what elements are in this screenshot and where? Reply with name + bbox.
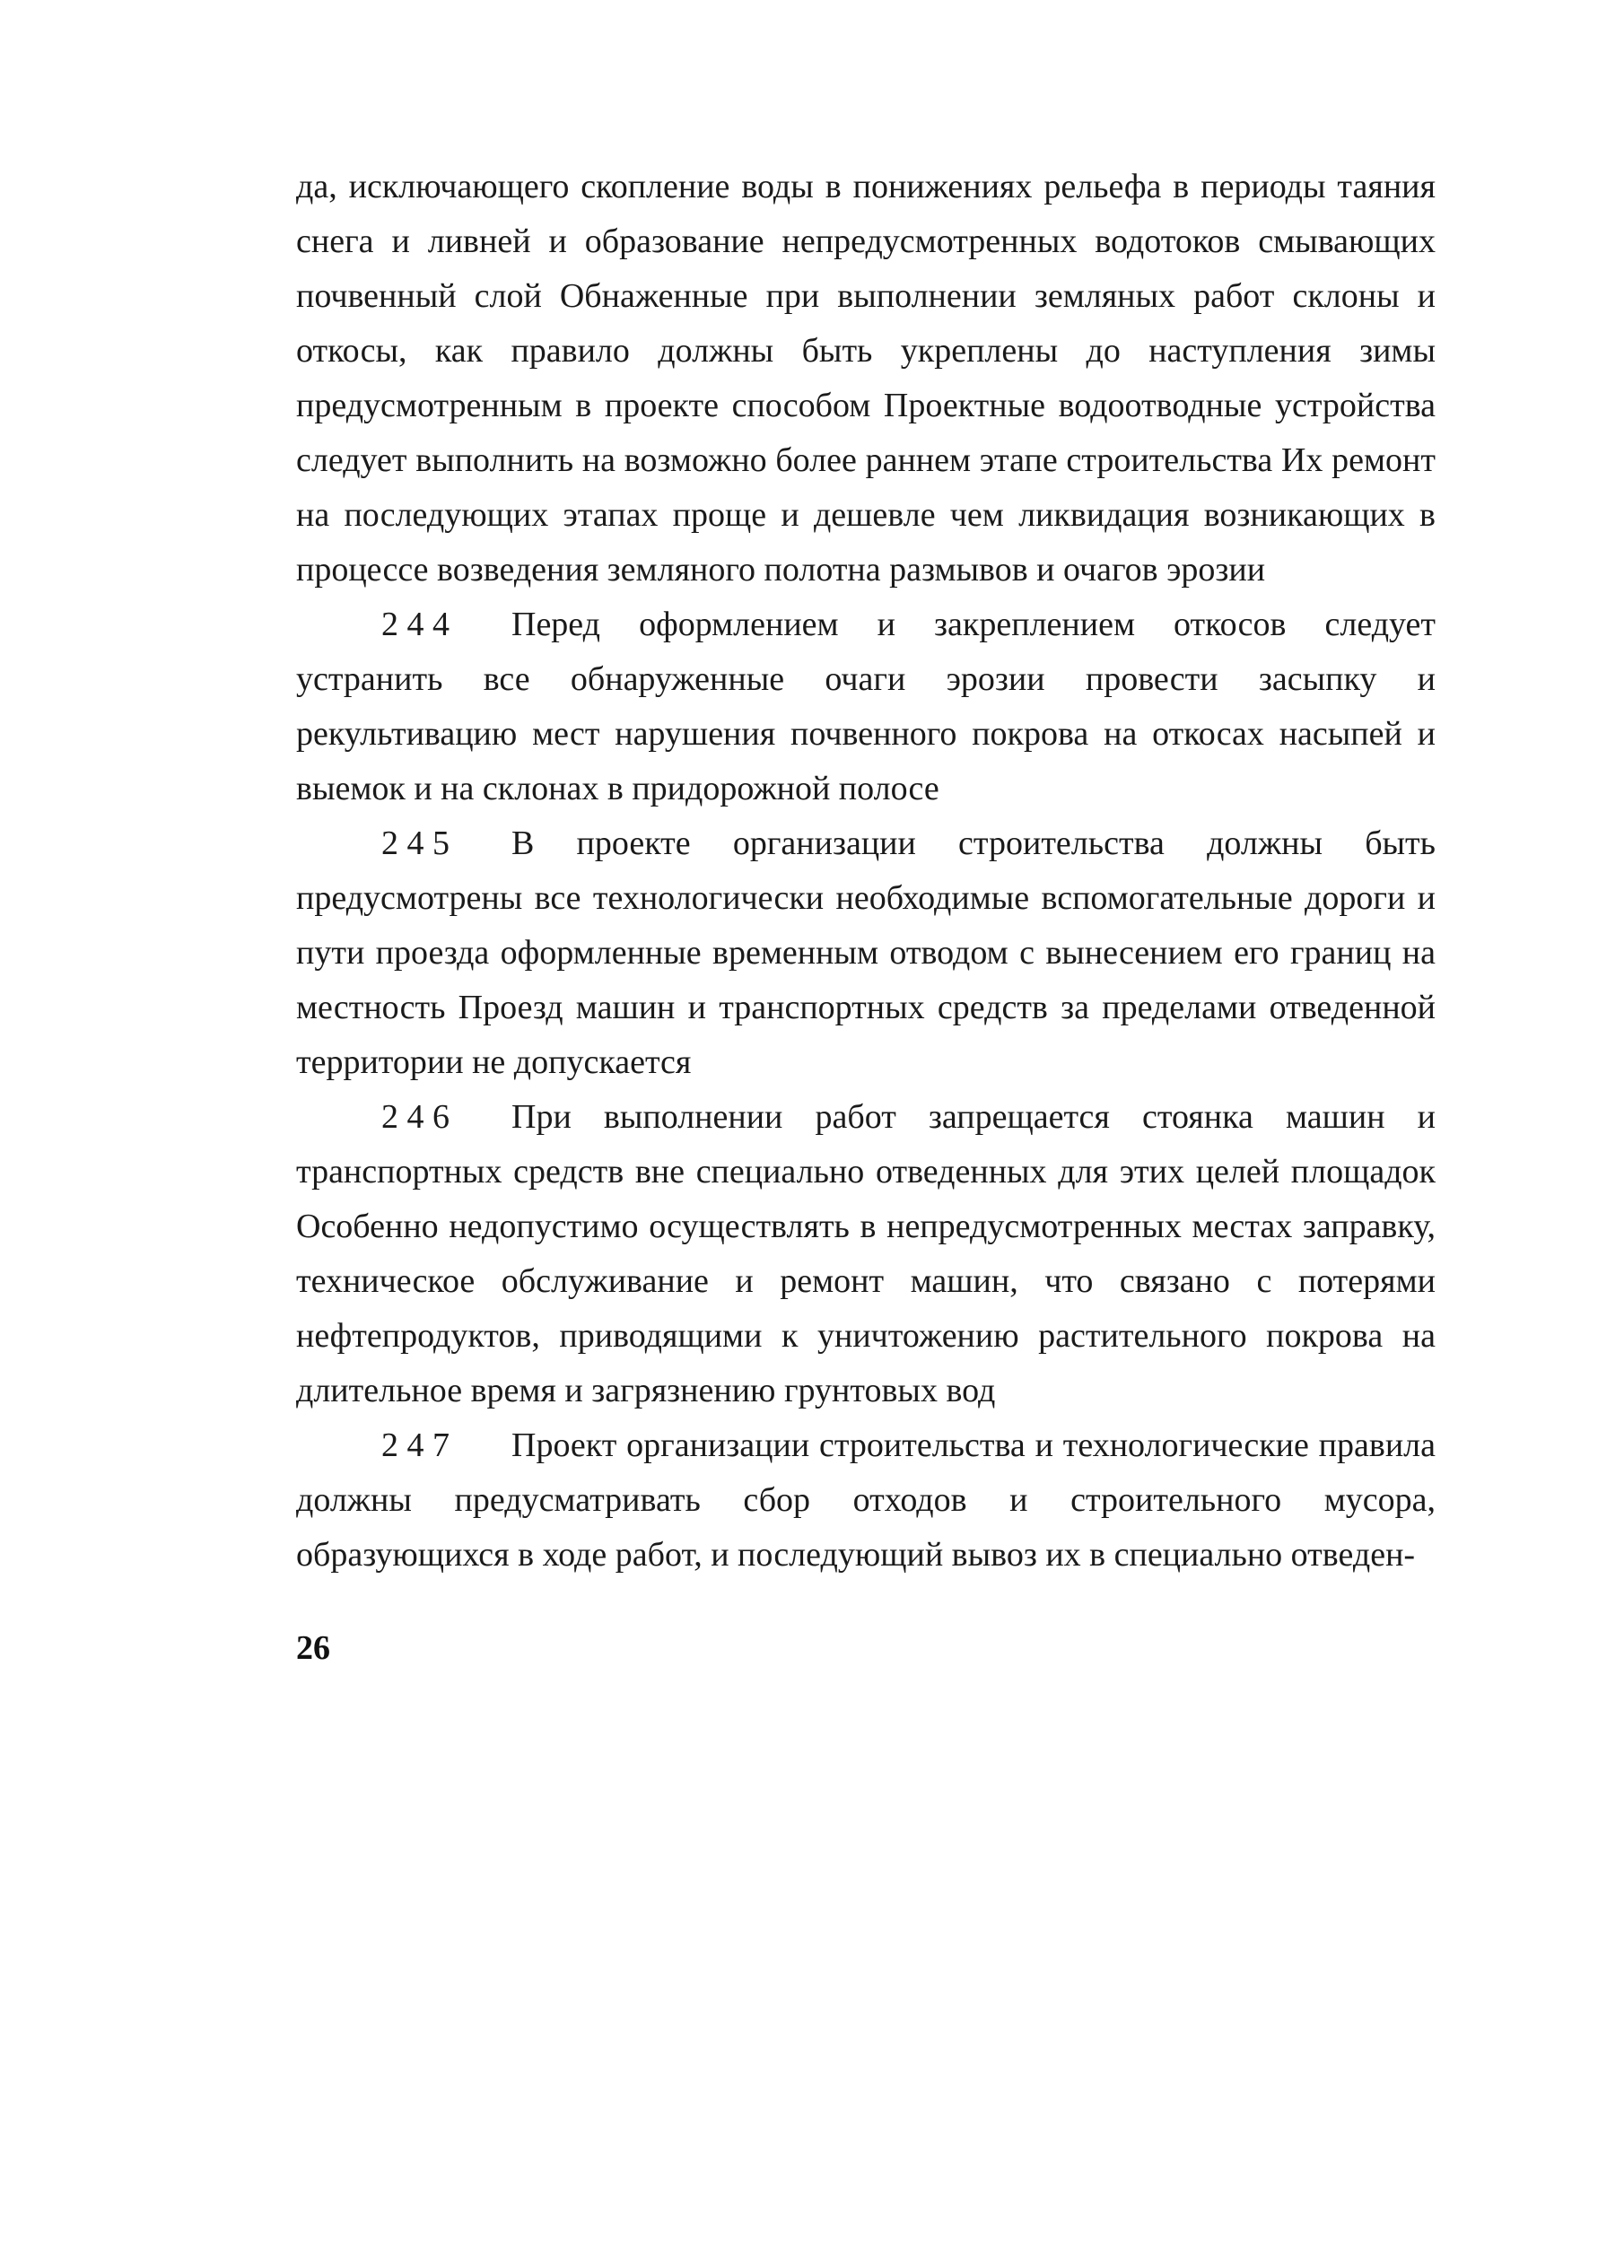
page-number: 26 [296,1629,330,1667]
paragraph-2-4-6 [296,1090,1436,1418]
clause-number: 2 4 5 [381,824,450,862]
paragraph-2-4-4 [296,598,1436,816]
clause-number: 2 4 6 [381,1098,450,1136]
body-text [296,160,1436,1583]
clause-number: 2 4 7 [381,1426,450,1464]
paragraph-text: Проект организации строительства и технологические правила должны предусматривать сбор отходов и строительного мусора, образующихся в ходе работ, и последующий вывоз их в специально отведен- [296,1426,1436,1574]
paragraph-text: В проекте организации строительства должны быть предусмотрены все технологически необходимые вспомогательные дороги и пути проезда оформленные временным отводом с вынесением его границ на местность Проезд машин и транспортных средств за пределами отведенной территории не допускается [296,824,1436,1081]
paragraph-continuation [296,160,1436,598]
paragraph-2-4-5 [296,816,1436,1090]
paragraph-text: да, исключающего скопление воды в понижениях рельефа в периоды таяния снега и ливней и образование непредусмотренных водотоков смывающих почвенный слой Обнаженные при выполнении земляных работ склоны и откосы, как правило должны быть укреплены до наступления зимы предусмотренным в проекте способом Проектные водоотводные устройства следует выполнить на возможно более раннем этапе строительства Их ремонт на последующих этапах проще и дешевле чем ликвидация возникающих в процессе возведения земляного полотна размывов и очагов эрозии [296,168,1436,589]
paragraph-text: При выполнении работ запрещается стоянка машин и транспортных средств вне специально отведенных для этих целей площадок Особенно недопустимо осуществлять в непредусмотренных местах заправку, техническое обслуживание и ремонт машин, что связано с потерями нефтепродуктов, приводящими к уничтожению растительного покрова на длительное время и загрязнению грунтовых вод [296,1098,1436,1409]
paragraph-text: Перед оформлением и закреплением откосов следует устранить все обнаруженные очаги эрозии провести засыпку и рекультивацию мест нарушения почвенного покрова на откосах насыпей и выемок и на склонах в придорожной полосе [296,606,1436,807]
clause-number: 2 4 4 [381,606,450,643]
paragraph-2-4-7 [296,1418,1436,1583]
